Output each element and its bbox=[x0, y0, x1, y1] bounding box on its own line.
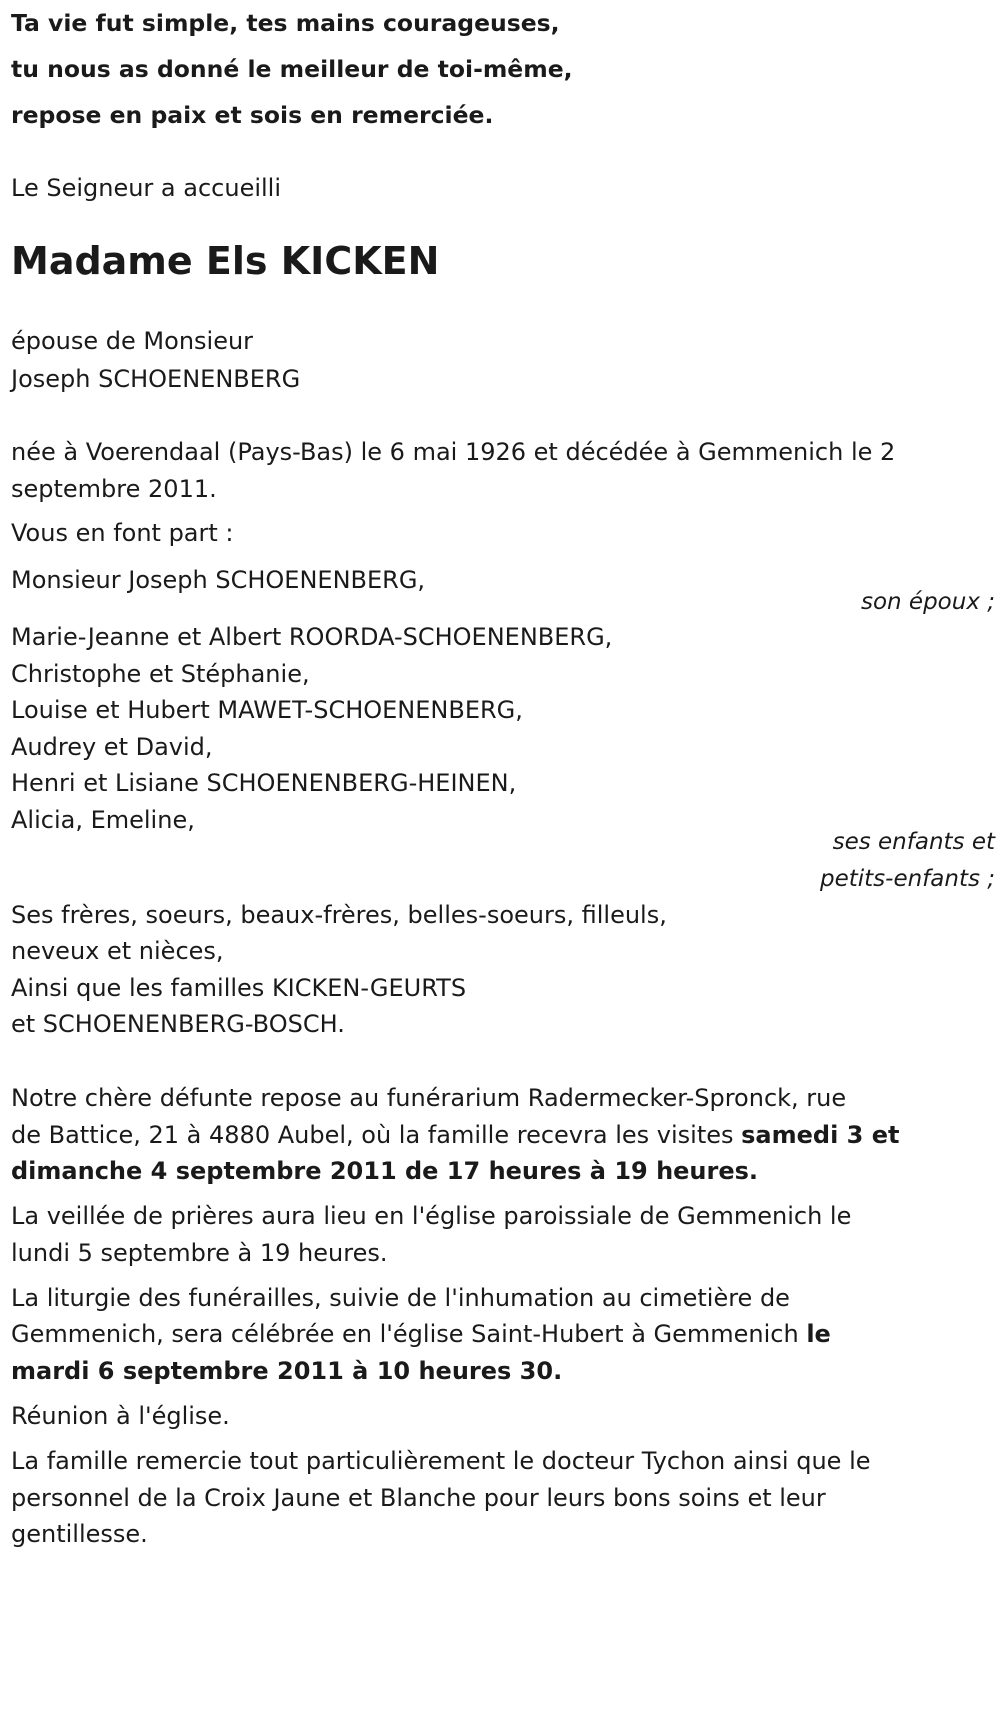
verse-line-1: Ta vie fut simple, tes mains courageuses, bbox=[11, 9, 560, 37]
children-line-3: Louise et Hubert MAWET-SCHOENENBERG, bbox=[11, 696, 523, 724]
vigil-line-1: La veillée de prières aura lieu en l'église paroissiale de Gemmenich le bbox=[11, 1202, 852, 1230]
birth-death-line-1: née à Voerendaal (Pays-Bas) le 6 mai 1926 et décédée à Gemmenich le 2 bbox=[11, 438, 896, 466]
announce-text: Vous en font part : bbox=[11, 519, 234, 547]
repose-line-1: Notre chère défunte repose au funérarium Radermecker-Spronck, rue bbox=[11, 1084, 847, 1112]
funeral-line-2 bbox=[11, 1316, 831, 1352]
verse-line-3: repose en paix et sois en remerciée. bbox=[11, 101, 494, 129]
spouse-line-2: Joseph SCHOENENBERG bbox=[11, 365, 301, 393]
vigil-line-2: lundi 5 septembre à 19 heures. bbox=[11, 1239, 388, 1267]
funeral-line-3 bbox=[11, 1353, 562, 1389]
funeral-line-2-text: Gemmenich, sera célébrée en l'église Saint-Hubert à Gemmenich bbox=[11, 1320, 807, 1348]
repose-line-2 bbox=[11, 1117, 899, 1153]
relatives-line-3: Ainsi que les familles KICKEN-GEURTS bbox=[11, 974, 467, 1002]
children-line-5: Henri et Lisiane SCHOENENBERG-HEINEN, bbox=[11, 769, 517, 797]
husband-relation: son époux ; bbox=[860, 589, 995, 615]
funeral-date: mardi 6 septembre 2011 à 10 heures 30. bbox=[11, 1357, 563, 1385]
relatives-line-1: Ses frères, soeurs, beaux-frères, belles-soeurs, filleuls, bbox=[11, 901, 667, 929]
repose-visit-schedule: dimanche 4 septembre 2011 de 17 heures à 19 heures. bbox=[11, 1157, 759, 1185]
deceased-name: Madame Els KICKEN bbox=[11, 239, 440, 283]
birth-death-line-2: septembre 2011. bbox=[11, 475, 217, 503]
meeting-text: Réunion à l'église. bbox=[11, 1402, 230, 1430]
thanks-line-3: gentillesse. bbox=[11, 1520, 148, 1548]
spouse-line-1: épouse de Monsieur bbox=[11, 327, 254, 355]
verse-line-2: tu nous as donné le meilleur de toi-même, bbox=[11, 55, 573, 83]
relatives-line-2: neveux et nièces, bbox=[11, 937, 224, 965]
children-line-2: Christophe et Stéphanie, bbox=[11, 660, 310, 688]
relatives-line-4: et SCHOENENBERG-BOSCH. bbox=[11, 1010, 345, 1038]
children-line-1: Marie-Jeanne et Albert ROORDA-SCHOENENBERG, bbox=[11, 623, 613, 651]
children-relation-line-1: ses enfants et bbox=[832, 829, 995, 855]
repose-line-3 bbox=[11, 1153, 758, 1189]
repose-line-2-text: de Battice, 21 à 4880 Aubel, où la famille recevra les visites bbox=[11, 1121, 742, 1149]
repose-visit-day-1: samedi 3 et bbox=[741, 1121, 900, 1149]
funeral-line-1: La liturgie des funérailles, suivie de l'inhumation au cimetière de bbox=[11, 1284, 790, 1312]
husband-name: Monsieur Joseph SCHOENENBERG, bbox=[11, 566, 426, 594]
children-line-4: Audrey et David, bbox=[11, 733, 213, 761]
children-line-6: Alicia, Emeline, bbox=[11, 806, 195, 834]
children-relation-line-2: petits-enfants ; bbox=[819, 866, 995, 892]
funeral-date-start: le bbox=[806, 1320, 831, 1348]
thanks-line-1: La famille remercie tout particulièrement le docteur Tychon ainsi que le bbox=[11, 1447, 871, 1475]
intro-text: Le Seigneur a accueilli bbox=[11, 174, 282, 202]
thanks-line-2: personnel de la Croix Jaune et Blanche pour leurs bons soins et leur bbox=[11, 1484, 826, 1512]
